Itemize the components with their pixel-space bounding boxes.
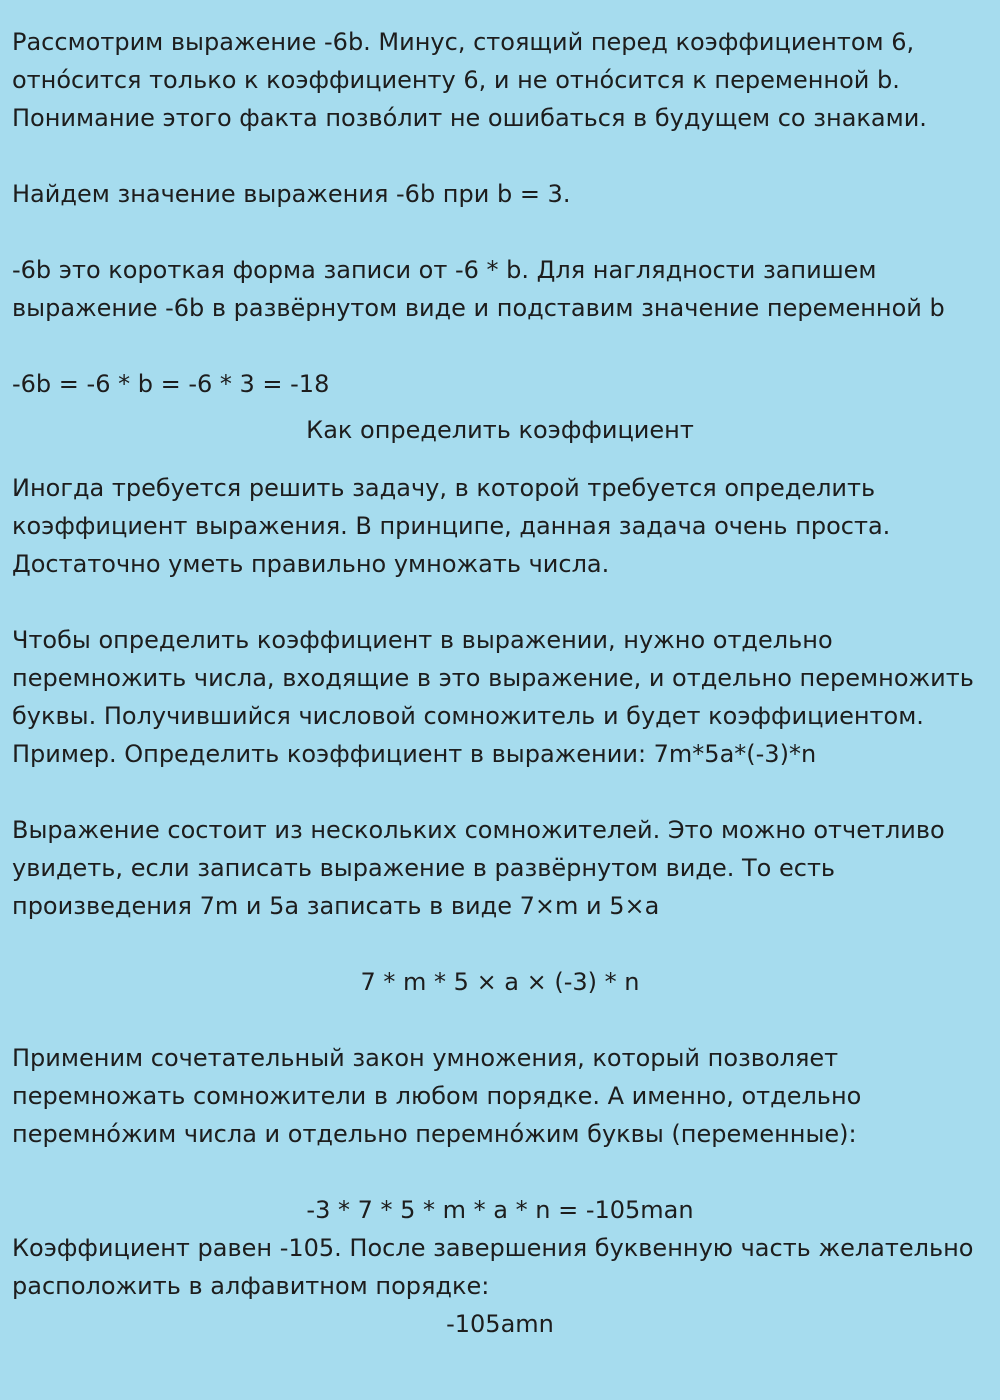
text-line: перемножить числа, входящие в это выражение, и отдельно перемножить: [12, 664, 974, 692]
text-line: отно́сится только к коэффициенту 6, и не отно́сится к переменной b.: [12, 66, 900, 94]
text-line: буквы. Получившийся числовой сомножитель и будет коэффициентом.: [12, 702, 924, 730]
equation-line: 7 * m * 5 × a × (-3) * n: [360, 968, 640, 996]
text-line: расположить в алфавитном порядке:: [12, 1272, 490, 1300]
text-line: Понимание этого факта позво́лит не ошибаться в будущем со знаками.: [12, 104, 927, 132]
text-line: перемно́жим числа и отдельно перемно́жим буквы (переменные):: [12, 1120, 857, 1148]
text-line: коэффициент выражения. В принципе, данная задача очень проста.: [12, 512, 891, 540]
text-line: Выражение состоит из нескольких сомножителей. Это можно отчетливо: [12, 816, 945, 844]
text-line: Иногда требуется решить задачу, в которой требуется определить: [12, 474, 876, 502]
text-line: произведения 7m и 5a записать в виде 7×m и 5×a: [12, 892, 660, 920]
text-line: Достаточно уметь правильно умножать числа.: [12, 550, 610, 578]
text-line: выражение -6b в развёрнутом виде и подставим значение переменной b: [12, 294, 945, 322]
section-heading: Как определить коэффициент: [306, 416, 694, 444]
text-line: перемножать сомножители в любом порядке. А именно, отдельно: [12, 1082, 862, 1110]
text-line: Чтобы определить коэффициент в выражении, нужно отдельно: [12, 626, 833, 654]
text-line: -6b это короткая форма записи от -6 * b. Для наглядности запишем: [12, 256, 877, 284]
text-line: Рассмотрим выражение -6b. Минус, стоящий перед коэффициентом 6,: [12, 28, 915, 56]
text-line: Применим сочетательный закон умножения, который позволяет: [12, 1044, 839, 1072]
equation-line: -6b = -6 * b = -6 * 3 = -18: [12, 370, 330, 398]
text-line: Пример. Определить коэффициент в выражении: 7m*5a*(-3)*n: [12, 740, 817, 768]
equation-line: -3 * 7 * 5 * m * a * n = -105man: [306, 1196, 694, 1224]
text-line: увидеть, если записать выражение в развёрнутом виде. То есть: [12, 854, 836, 882]
text-line: Коэффициент равен -105. После завершения буквенную часть желательно: [12, 1234, 974, 1262]
text-line: Найдем значение выражения -6b при b = 3.: [12, 180, 571, 208]
equation-line: -105amn: [446, 1310, 554, 1338]
